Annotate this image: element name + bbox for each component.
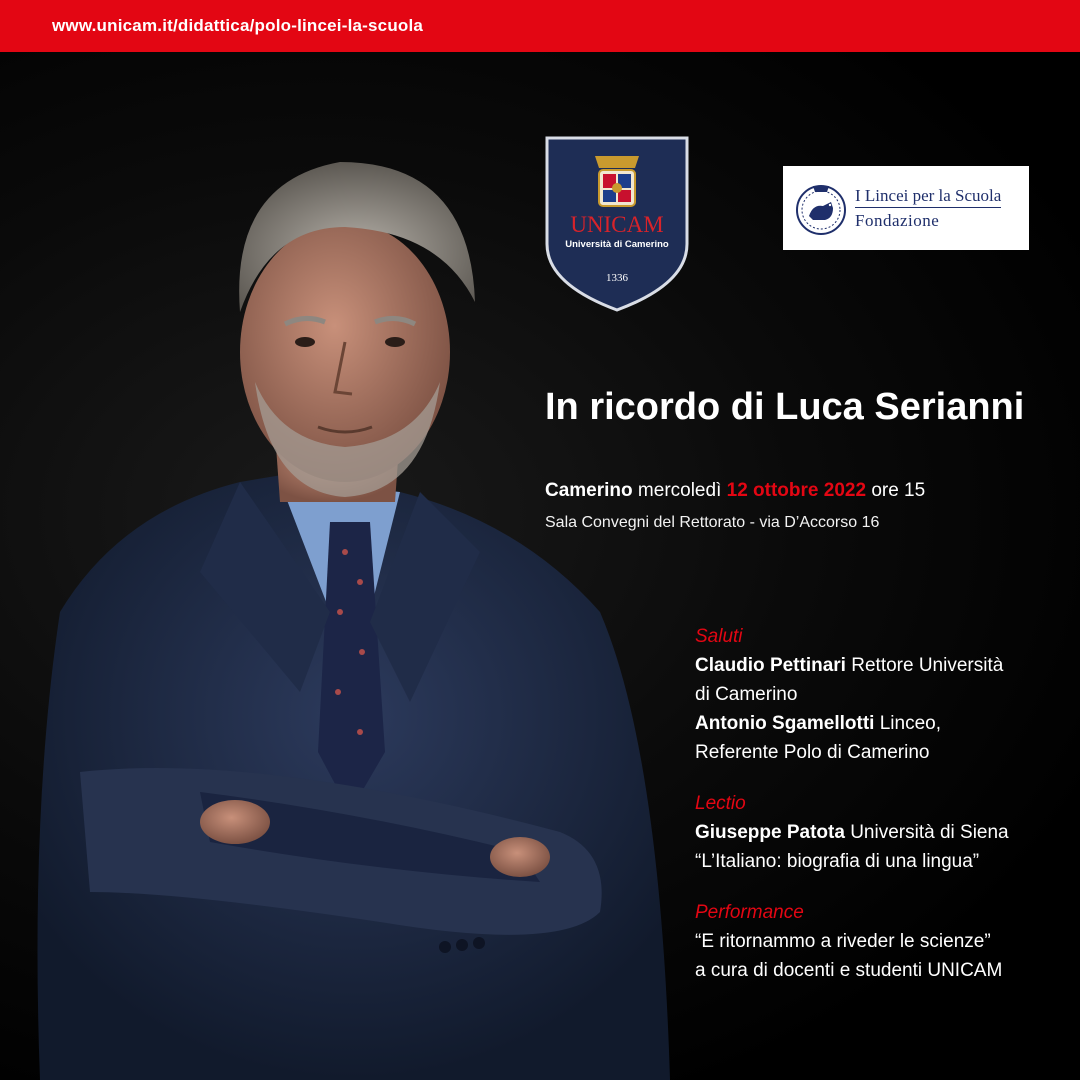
event-title: In ricordo di Luca Serianni	[545, 386, 1025, 428]
event-weekday: mercoledì	[637, 480, 722, 501]
speaker-role: Rettore Università	[851, 655, 1004, 676]
event-datetime	[545, 480, 925, 502]
event-venue: Sala Convegni del Rettorato - via D’Accorso 16	[545, 514, 880, 531]
top-banner	[0, 0, 1080, 52]
coat-of-arms-icon	[595, 156, 639, 206]
lynx-seal-icon	[793, 180, 849, 236]
lectio-title: “L’Italiano: biografia di una lingua”	[695, 851, 980, 872]
speaker-name: Claudio Pettinari	[695, 655, 846, 676]
event-city: Camerino	[545, 480, 633, 501]
unicam-wordmark: UNICAM	[570, 212, 664, 237]
event-date: 12 ottobre 2022	[726, 480, 867, 501]
speaker-name: Giuseppe Patota	[695, 822, 845, 843]
performance-label: Performance	[695, 902, 804, 923]
poster	[0, 52, 1080, 1080]
lincei-name: I Lincei per la Scuola	[855, 186, 1001, 208]
performance-credit: a cura di docenti e studenti UNICAM	[695, 960, 1003, 981]
unicam-subtitle: Università di Camerino	[565, 239, 669, 250]
speaker-role: Università di Siena	[850, 822, 1009, 843]
speaker-name: Antonio Sgamellotti	[695, 713, 875, 734]
program	[695, 622, 1055, 985]
saluti-speaker-2	[695, 709, 1055, 738]
saluti-label: Saluti	[695, 626, 743, 647]
lectio-speaker	[695, 818, 1055, 847]
lincei-logo	[783, 166, 1029, 250]
lectio-label: Lectio	[695, 793, 746, 814]
website-link[interactable]: www.unicam.it/didattica/polo-lincei-la-scuola	[52, 16, 424, 35]
unicam-year: 1336	[606, 272, 628, 284]
event-time: ore 15	[871, 480, 926, 501]
unicam-logo	[543, 134, 691, 314]
speaker-role-cont: Referente Polo di Camerino	[695, 742, 930, 763]
performance-title: “E ritornammo a riveder le scienze”	[695, 931, 991, 952]
saluti-speaker-1	[695, 651, 1055, 680]
speaker-role: Linceo,	[879, 713, 941, 734]
lincei-subtitle: Fondazione	[855, 210, 940, 230]
speaker-role-cont: di Camerino	[695, 684, 798, 705]
